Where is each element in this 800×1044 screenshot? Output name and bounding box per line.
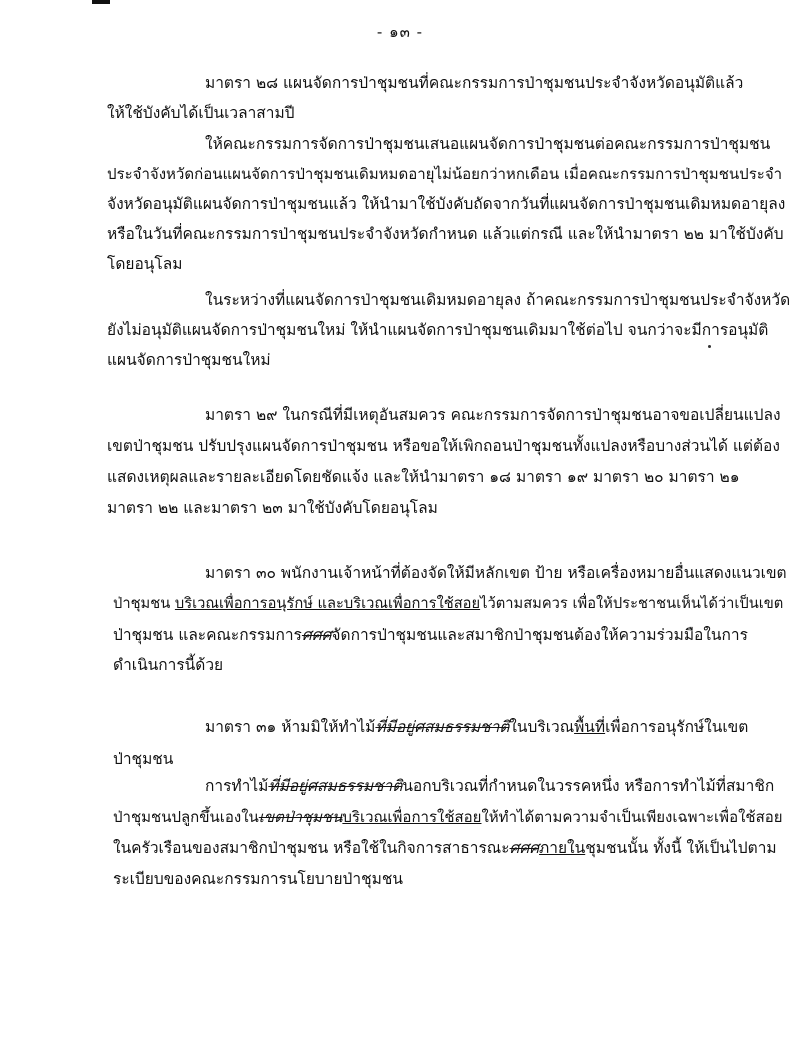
section-31-deleted-text-3: เขตป่าชุมชน [258, 808, 343, 826]
section-29-line-2: เขตป่าชุมชน ปรับปรุงแผนจัดการป่าชุมชน หรือขอให้เพิกถอนป่าชุมชนทั้งแปลงหรือบางส่วนได้ แต่ต้อง [107, 437, 780, 455]
section-30-inserted-text: บริเวณเพื่อการอนุรักษ์ และบริเวณเพื่อการใช้สอย [174, 595, 481, 612]
section-31-para2-l3-text-d: ชุมชนนั้น ทั้งนี้ ให้เป็นไปตาม [585, 839, 777, 857]
section-31-deleted-text-4: ศศศ [509, 839, 540, 857]
section-31-para2-l2-text-d: ให้ทำได้ตามความจำเป็นเพียงเฉพาะเพื่อใช้สอย [481, 808, 783, 826]
section-30-line-2-text-c: ไว้ตามสมควร เพื่อให้ประชาชนเห็นได้ว่าเป็นเขต [480, 595, 784, 612]
section-28-para2-line-5: โดยอนุโลม [107, 255, 183, 273]
section-31-inserted-text-3: ภายใน [539, 839, 586, 857]
section-31-para2-line-1 [205, 776, 774, 796]
section-31-deleted-text-2: ที่มีอยู่ศสมธรรมชาติ [268, 777, 403, 795]
section-31-inserted-text-2: บริเวณเพื่อการใช้สอย [342, 808, 482, 826]
section-28-para2-line-1: ให้คณะกรรมการจัดการป่าชุมชนเสนอแผนจัดการป่าชุมชนต่อคณะกรรมการป่าชุมชน [205, 135, 771, 153]
section-31-para2-line-2 [113, 807, 783, 827]
section-31-deleted-text-1: ที่มีอยู่ศสมธรรมชาติ [375, 718, 510, 736]
section-31-para2-l2-text-a: ป่าชุมชนปลูกขึ้นเองใน [113, 808, 259, 826]
section-28-para2-line-4: หรือในวันที่คณะกรรมการป่าชุมชนประจำจังหวัดกำหนด แล้วแต่กรณี และให้นำมาตรา ๒๒ มาใช้บังคับ [107, 225, 784, 243]
section-28-para3-line-3: แผนจัดการป่าชุมชนใหม่ [107, 351, 271, 369]
section-29-line-4: มาตรา ๒๒ และมาตรา ๒๓ มาใช้บังคับโดยอนุโลม [107, 499, 438, 517]
section-31-para2-line-3 [113, 838, 777, 858]
section-30-line-2 [113, 594, 783, 614]
scan-speck [708, 345, 711, 348]
page-corner-mark [92, 0, 110, 4]
section-29-line-3: แสดงเหตุผลและรายละเอียดโดยชัดแจ้ง และให้นำมาตรา ๑๘ มาตรา ๑๙ มาตรา ๒๐ มาตรา ๒๑ [107, 468, 740, 486]
section-28-para2-line-3: จังหวัดอนุมัติแผนจัดการป่าชุมชนแล้ว ให้นำมาใช้บังคับถัดจากวันที่แผนจัดการป่าชุมชนเดิมหมดอายุลง [107, 195, 786, 213]
section-31-line-1 [205, 717, 748, 737]
section-30-line-1: มาตรา ๓๐ พนักงานเจ้าหน้าที่ต้องจัดให้มีหลักเขต ป้าย หรือเครื่องหมายอื่นแสดงแนวเขต [205, 564, 787, 582]
section-30-line-3 [113, 625, 748, 645]
section-28-line-2: ให้ใช้บังคับได้เป็นเวลาสามปี [107, 104, 295, 122]
section-30-line-4: ดำเนินการนี้ด้วย [113, 656, 224, 674]
section-31-para2-text-a: การทำไม้ [205, 777, 269, 795]
section-31-inserted-text-1: พื้นที่ [574, 718, 606, 736]
section-30-line-3-text-a: ป่าชุมชน และคณะกรรมการ [113, 626, 302, 644]
section-28-para3-line-2: ยังไม่อนุมัติแผนจัดการป่าชุมชนใหม่ ให้นำแผนจัดการป่าชุมชนเดิมมาใช้ต่อไป จนกว่าจะมีการอนุมัติ [107, 321, 769, 339]
section-31-line-1-text-e: เพื่อการอนุรักษ์ในเขต [605, 718, 749, 736]
section-28-para3-line-1: ในระหว่างที่แผนจัดการป่าชุมชนเดิมหมดอายุลง ถ้าคณะกรรมการป่าชุมชนประจำจังหวัด [205, 291, 791, 309]
section-30-line-2-text-a: ป่าชุมชน [113, 595, 175, 612]
page-number: - ๑๓ - [376, 23, 424, 41]
section-30-deleted-text: ศศศ [301, 626, 332, 644]
section-29-line-1: มาตรา ๒๙ ในกรณีที่มีเหตุอันสมควร คณะกรรมการจัดการป่าชุมชนอาจขอเปลี่ยนแปลง [205, 406, 781, 424]
section-31-line-2: ป่าชุมชน [113, 750, 174, 768]
section-31-para2-text-c: นอกบริเวณที่กำหนดในวรรคหนึ่ง หรือการทำไม้ที่สมาชิก [402, 777, 775, 795]
section-28-line-1: มาตรา ๒๘ แผนจัดการป่าชุมชนที่คณะกรรมการป่าชุมชนประจำจังหวัดอนุมัติแล้ว [205, 74, 744, 92]
section-31-para2-line-4: ระเบียบของคณะกรรมการนโยบายป่าชุมชน [113, 870, 403, 888]
section-31-line-1-text-a: มาตรา ๓๑ ห้ามมิให้ทำไม้ [205, 718, 376, 736]
section-30-line-3-text-c: จัดการป่าชุมชนและสมาชิกป่าชุมชนต้องให้ความร่วมมือในการ [331, 626, 748, 644]
section-28-para2-line-2: ประจำจังหวัดก่อนแผนจัดการป่าชุมชนเดิมหมดอายุไม่น้อยกว่าหกเดือน เมื่อคณะกรรมการป่าชุมชนประจำ [107, 165, 783, 183]
section-31-para2-l3-text-a: ในครัวเรือนของสมาชิกป่าชุมชน หรือใช้ในกิจการสาธารณะ [113, 839, 510, 857]
section-31-line-1-text-c: ในบริเวณ [509, 718, 575, 736]
